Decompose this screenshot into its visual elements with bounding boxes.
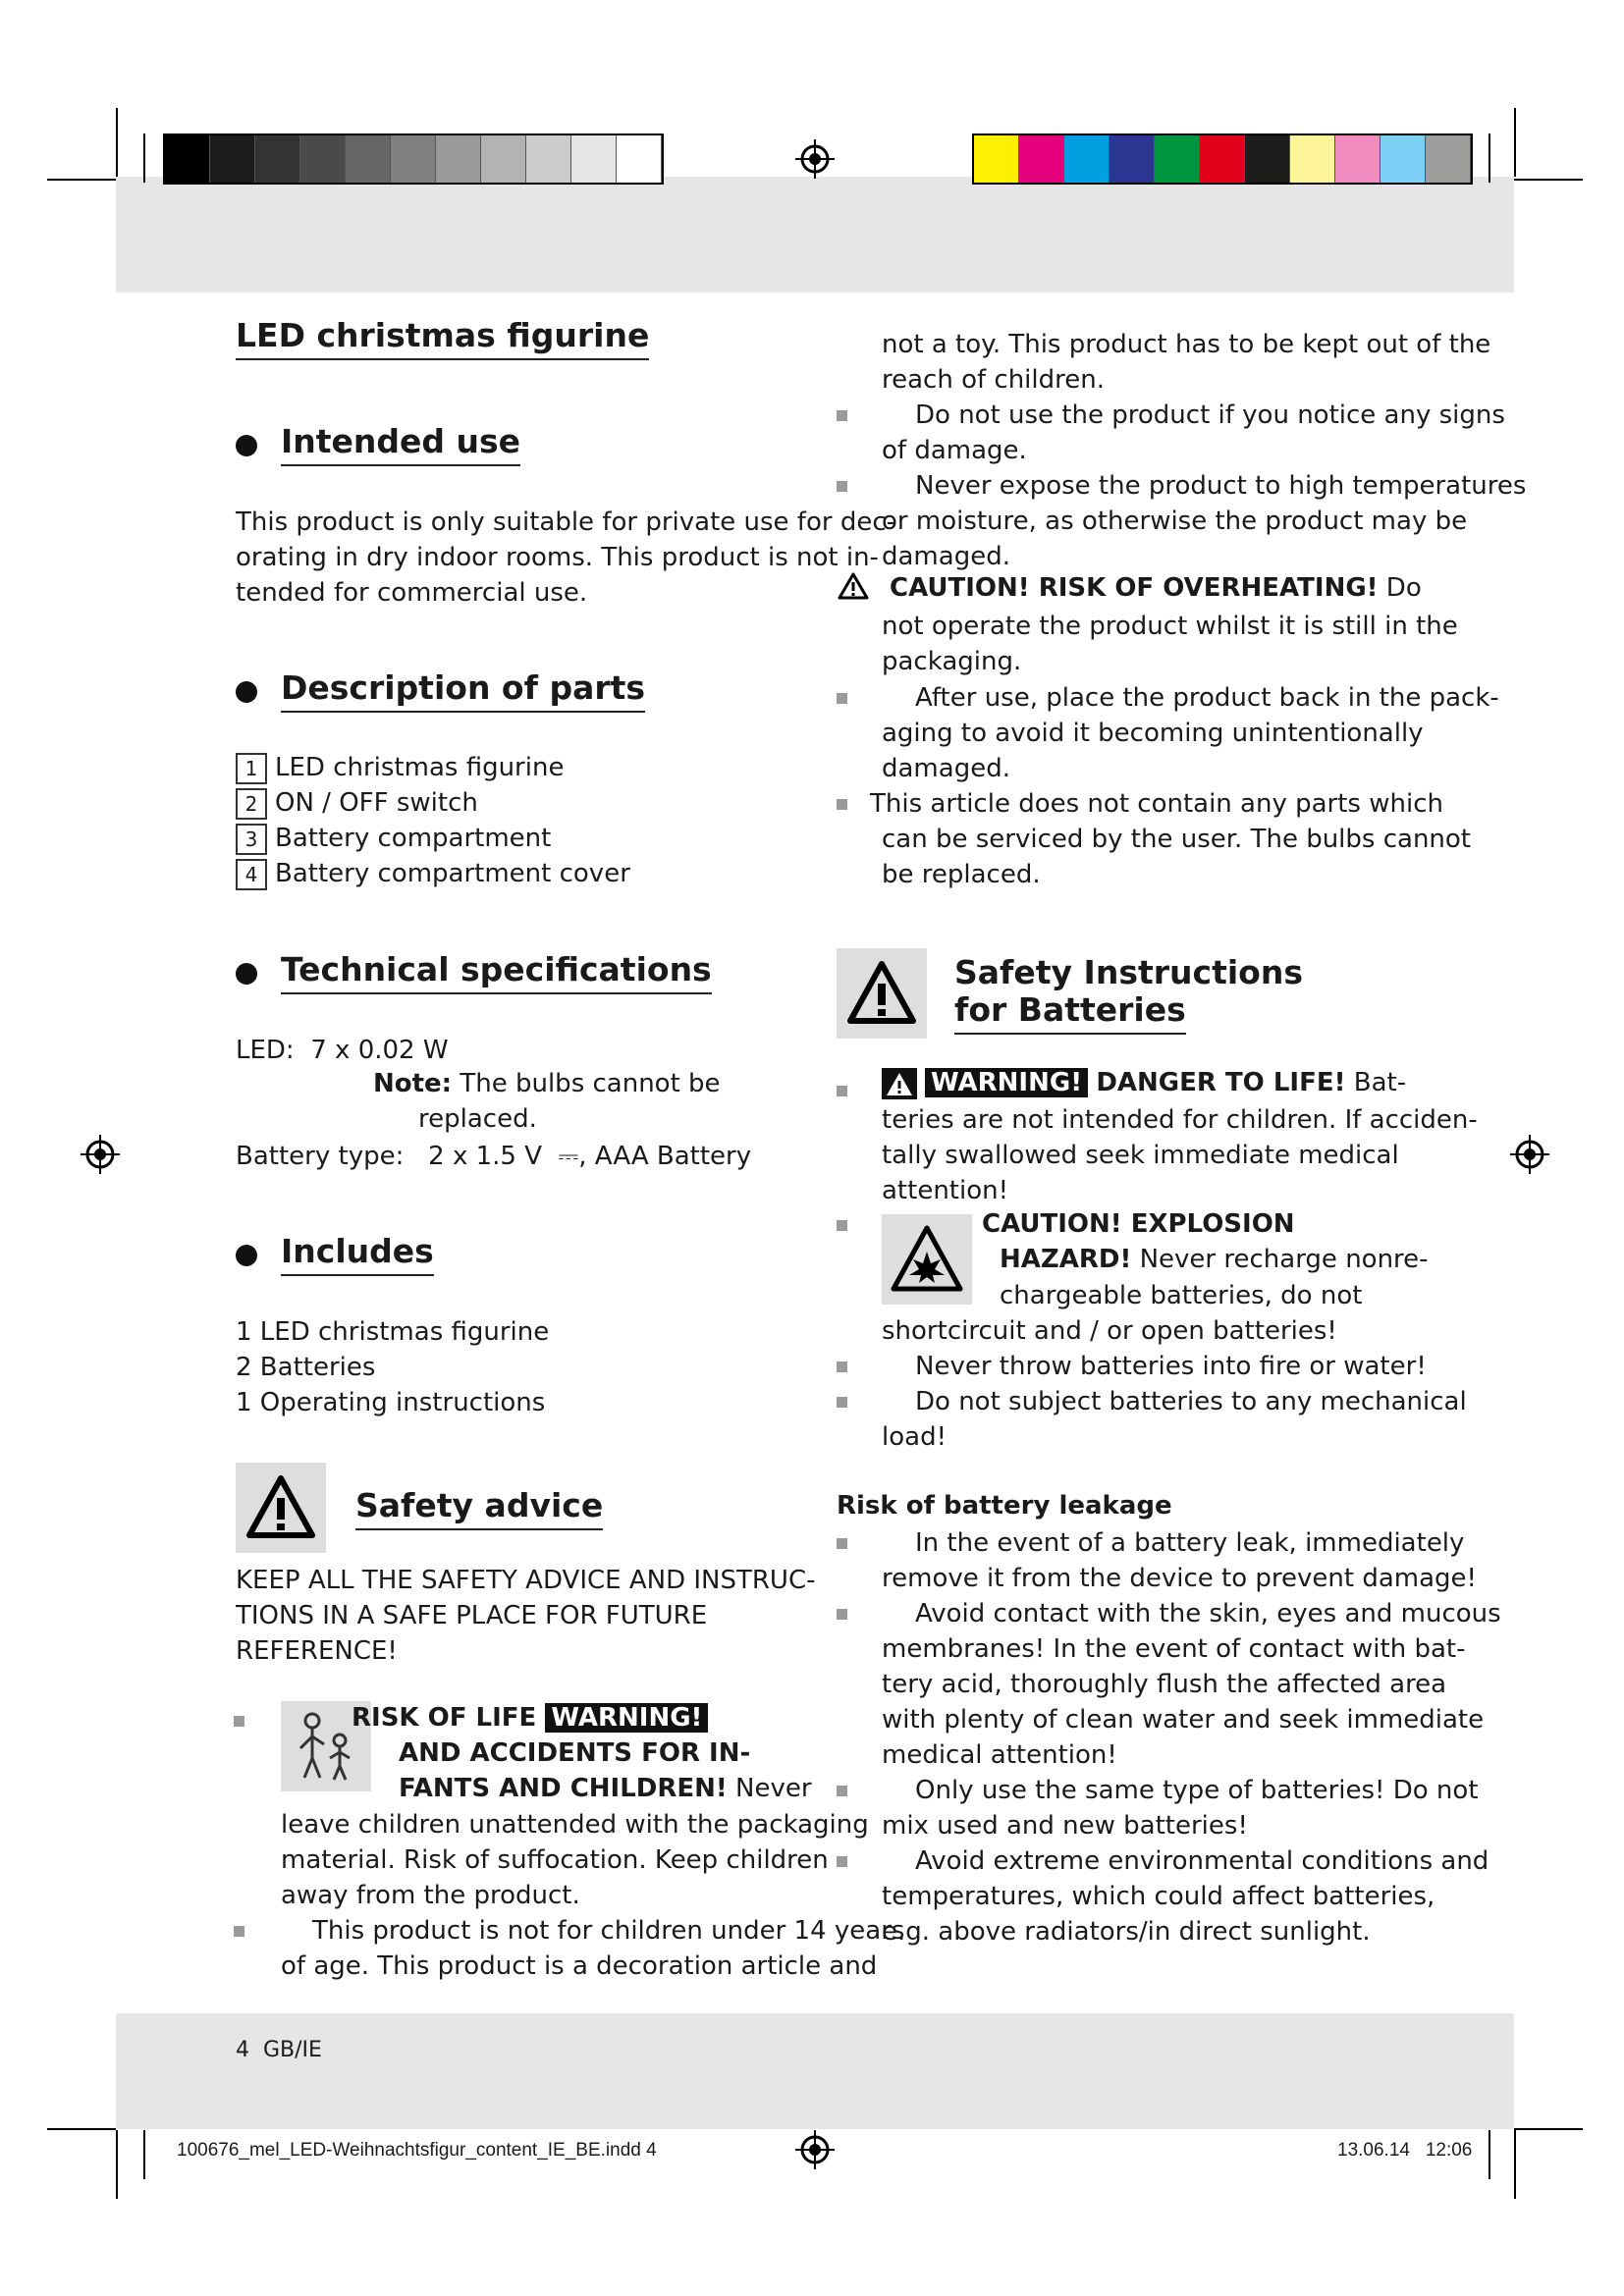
caution-triangle-icon [837, 571, 870, 601]
list-item: 3 Battery compartment [236, 821, 630, 856]
explosion-caution-line4: shortcircuit and / or open batteries! [882, 1316, 1337, 1346]
section-bullet-icon [236, 1245, 257, 1266]
list-item: 2 Batteries [236, 1353, 376, 1382]
color-swatch [346, 135, 391, 183]
list-item: 2 ON / OFF switch [236, 785, 630, 821]
list-bullet-icon [837, 799, 847, 810]
list-bullet-icon [837, 1609, 847, 1620]
battery-safety-heading: Safety Instructions for Batteries [954, 954, 1303, 1035]
dc-symbol-icon: ⎓ [558, 1142, 579, 1171]
list-bullet-icon [837, 693, 847, 704]
crop-mark [1489, 2130, 1490, 2179]
temperature-warning-line1: Never expose the product to high temperatures [915, 471, 1527, 501]
warning-tag: WARNING! [925, 1068, 1088, 1097]
temperature-warning-text: or moisture, as otherwise the product may be damaged. [882, 507, 1468, 571]
color-swatch [526, 135, 571, 183]
color-swatch [1019, 135, 1064, 183]
service-notice-text: can be serviced by the user. The bulbs cannot be replaced. [882, 825, 1472, 889]
list-item: 1 Operating instructions [236, 1388, 546, 1417]
crop-mark [116, 108, 118, 177]
crop-mark [1514, 2130, 1516, 2199]
list-bullet-icon [837, 1397, 847, 1408]
color-swatch [210, 135, 255, 183]
battery-warning-box [837, 948, 927, 1039]
crop-mark [1514, 108, 1516, 177]
list-bullet-icon [234, 1926, 244, 1937]
crop-mark [143, 133, 145, 183]
risk-warning-text: leave children unattended with the packaging material. Risk of suffocation. Keep children away from the product. [281, 1810, 869, 1910]
mechanical-load-line2: load! [882, 1422, 947, 1452]
risk-warning-line2: AND ACCIDENTS FOR IN- [399, 1738, 751, 1768]
color-swatch [571, 135, 617, 183]
fire-warning: Never throw batteries into fire or water! [915, 1352, 1427, 1381]
color-swatch [1380, 135, 1426, 183]
explosion-caution-line1: CAUTION! EXPLOSION [982, 1209, 1295, 1239]
page-number: 4 GB/IE [236, 2038, 322, 2062]
includes-heading: Includes [281, 1232, 434, 1276]
header-band [116, 177, 1514, 293]
crop-mark [1489, 133, 1490, 183]
list-bullet-icon [837, 1362, 847, 1372]
list-bullet-icon [837, 1086, 847, 1096]
leakage-item-1-line2: remove it from the device to prevent damage! [882, 1564, 1477, 1593]
safety-advice-heading: Safety advice [355, 1486, 603, 1530]
overheating-caution-line1: CAUTION! RISK OF OVERHEATING! Do [890, 573, 1422, 603]
technical-specifications-heading: Technical specifications [281, 950, 712, 994]
print-timestamp: 13.06.14 12:06 [1337, 2140, 1473, 2161]
color-swatch [436, 135, 481, 183]
age-warning-line2: of age. This product is a decoration article and [281, 1951, 878, 1981]
section-bullet-icon [236, 681, 257, 703]
warning-triangle-icon [882, 1068, 917, 1099]
process-color-bar [972, 133, 1473, 185]
leakage-item-2-text: membranes! In the event of contact with bat- tery acid, thoroughly flush the affected area with plenty of clean water and seek immediate medical attention! [882, 1634, 1485, 1770]
after-use-text: aging to avoid it becoming unintentionally damaged. [882, 719, 1424, 783]
color-swatch [1245, 135, 1290, 183]
battery-leakage-heading: Risk of battery leakage [837, 1491, 1172, 1521]
damage-warning-line1: Do not use the product if you notice any signs [915, 400, 1505, 430]
color-swatch [1290, 135, 1335, 183]
toy-warning-cont: not a toy. This product has to be kept out of the reach of children. [882, 330, 1491, 395]
footer-band [116, 2013, 1514, 2129]
leakage-item-4-line1: Avoid extreme environmental conditions and [915, 1846, 1489, 1876]
note-spec-cont: replaced. [418, 1104, 537, 1134]
crop-mark [47, 179, 116, 181]
crop-mark [1514, 2128, 1583, 2130]
crop-mark [143, 2130, 145, 2179]
list-item: 1 LED christmas figurine [236, 1317, 550, 1347]
list-bullet-icon [837, 1220, 847, 1231]
service-notice-line1: This article does not contain any parts which [870, 789, 1443, 819]
leakage-item-2-line1: Avoid contact with the skin, eyes and mucous [915, 1599, 1501, 1629]
color-swatch [1064, 135, 1110, 183]
keep-instructions-text: KEEP ALL THE SAFETY ADVICE AND INSTRUC- TIONS IN A SAFE PLACE FOR FUTURE REFERENCE! [236, 1566, 816, 1666]
color-swatch [617, 135, 662, 183]
section-bullet-icon [236, 963, 257, 985]
leakage-item-4-text: temperatures, which could affect batteries, e.g. above radiators/in direct sunlight. [882, 1882, 1435, 1947]
leakage-item-3-line1: Only use the same type of batteries! Do not [915, 1776, 1479, 1805]
color-swatch [1335, 135, 1380, 183]
risk-warning-line1: RISK OF LIFE WARNING! [352, 1700, 708, 1735]
battery-danger-text: teries are not intended for children. If acciden- tally swallowed seek immediate medical attention! [882, 1105, 1478, 1205]
leakage-item-3-line2: mix used and new batteries! [882, 1811, 1248, 1841]
color-swatch [1426, 135, 1471, 183]
color-swatch [1155, 135, 1200, 183]
crop-mark [47, 2128, 116, 2130]
explosion-hazard-icon [882, 1214, 972, 1305]
crop-mark [116, 2130, 118, 2199]
explosion-caution-line3: chargeable batteries, do not [1000, 1281, 1363, 1310]
registration-mark-icon [81, 1135, 120, 1174]
explosion-warning-box [882, 1214, 972, 1305]
mechanical-load-line1: Do not subject batteries to any mechanical [915, 1387, 1467, 1416]
intended-use-text: This product is only suitable for private use for dec- orating in dry indoor rooms. This product is not in- tended for commercial use. [236, 507, 896, 608]
includes-list [236, 1314, 549, 1420]
age-warning-line1: This product is not for children under 14 years [312, 1916, 905, 1946]
registration-mark-icon [795, 139, 835, 179]
list-bullet-icon [837, 1538, 847, 1549]
list-bullet-icon [234, 1716, 244, 1727]
battery-spec: Battery type: 2 x 1.5 V ⎓, AAA Battery [236, 1142, 752, 1171]
crop-mark [1514, 179, 1583, 181]
explosion-caution-line2: HAZARD! Never recharge nonre- [1000, 1245, 1429, 1274]
battery-danger-line1: WARNING! DANGER TO LIFE! Bat- [925, 1065, 1406, 1100]
warning-triangle-icon [236, 1463, 326, 1553]
section-bullet-icon [236, 435, 257, 456]
warning-triangle-icon [837, 948, 927, 1039]
overheating-caution-text: not operate the product whilst it is still in the packaging. [882, 612, 1458, 676]
after-use-line1: After use, place the product back in the pack- [915, 683, 1499, 713]
list-bullet-icon [837, 1786, 847, 1796]
color-swatch [1200, 135, 1245, 183]
intended-use-heading: Intended use [281, 422, 520, 466]
list-item: 4 Battery compartment cover [236, 856, 630, 891]
color-swatch [481, 135, 526, 183]
color-swatch [300, 135, 346, 183]
description-of-parts-heading: Description of parts [281, 668, 645, 713]
registration-mark-icon [795, 2130, 835, 2169]
warning-triangle-box [236, 1463, 326, 1553]
color-swatch [255, 135, 300, 183]
color-swatch [974, 135, 1019, 183]
leakage-item-1-line1: In the event of a battery leak, immediately [915, 1528, 1465, 1558]
warning-tag: WARNING! [545, 1703, 708, 1733]
parts-list [236, 750, 630, 891]
note-spec: Note: The bulbs cannot be [373, 1069, 721, 1098]
list-bullet-icon [837, 410, 847, 421]
risk-warning-line3: FANTS AND CHILDREN! Never [399, 1774, 812, 1803]
color-swatch [165, 135, 210, 183]
file-slug: 100676_mel_LED-Weihnachtsfigur_content_IE_BE.indd 4 [177, 2140, 657, 2161]
led-spec: LED: 7 x 0.02 W [236, 1036, 449, 1065]
registration-mark-icon [1510, 1135, 1549, 1174]
list-bullet-icon [837, 481, 847, 492]
damage-warning-line2: of damage. [882, 436, 1027, 465]
page-title: LED christmas figurine [236, 316, 649, 360]
list-item: 1 LED christmas figurine [236, 750, 630, 785]
color-swatch [1110, 135, 1155, 183]
grayscale-color-bar [163, 133, 664, 185]
list-bullet-icon [837, 1856, 847, 1867]
color-swatch [391, 135, 436, 183]
